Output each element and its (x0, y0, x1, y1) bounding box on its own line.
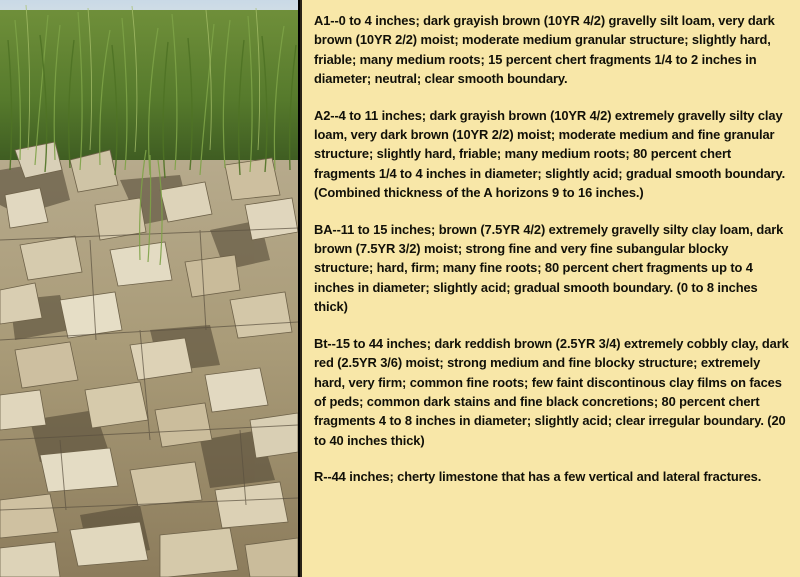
soil-profile-illustration (0, 0, 298, 577)
soil-description-panel (300, 0, 800, 577)
horizon-ba-description: BA--11 to 15 inches; brown (7.5YR 4/2) extremely gravelly silty clay loam, dark brown (7.5YR 3/2) moist; strong fine and very fine subangular blocky structure; hard, firm; many fine roots; 80 percent chert fragments up to 4 inches in diameter; slightly acid; gradual smooth boundary. (0 to 8 inches thick) (314, 221, 784, 315)
horizon-a2-description: A2--4 to 11 inches; dark grayish brown (10YR 4/2) extremely gravelly silty clay loam, very dark brown (10YR 2/2) moist; moderate medium and fine granular structure; slightly hard, friable; many medium roots; 80 percent chert fragments 1/4 to 4 inches in diameter; slightly acid; gradual smooth boundary. (Combined thickness of the A horizons 9 to 16 inches.) (314, 107, 786, 201)
horizon-bt-description: Bt--15 to 44 inches; dark reddish brown (2.5YR 3/4) extremely cobbly clay, dark red (2.5YR 3/6) moist; strong medium and fine blocky structure; extremely hard, very firm; common fine roots; few faint discontinous clay films on faces of peds; common dark stains and fine black concretions; 80 percent chert fragments 4 to 8 inches in diameter; slightly acid; clear irregular boundary. (20 to 40 inches thick) (314, 335, 789, 448)
horizon-a1-description: A1--0 to 4 inches; dark grayish brown (10YR 4/2) gravelly silt loam, very dark brown (10YR 2/2) moist; moderate medium granular structure; slightly hard, friable; many medium roots; 15 percent chert fragments 1/4 to 2 inches in diameter; neutral; clear smooth boundary. (314, 13, 775, 87)
soil-profile-photo (0, 0, 298, 577)
horizon-r-description: R--44 inches; cherty limestone that has a few vertical and lateral fractures. (314, 469, 762, 485)
